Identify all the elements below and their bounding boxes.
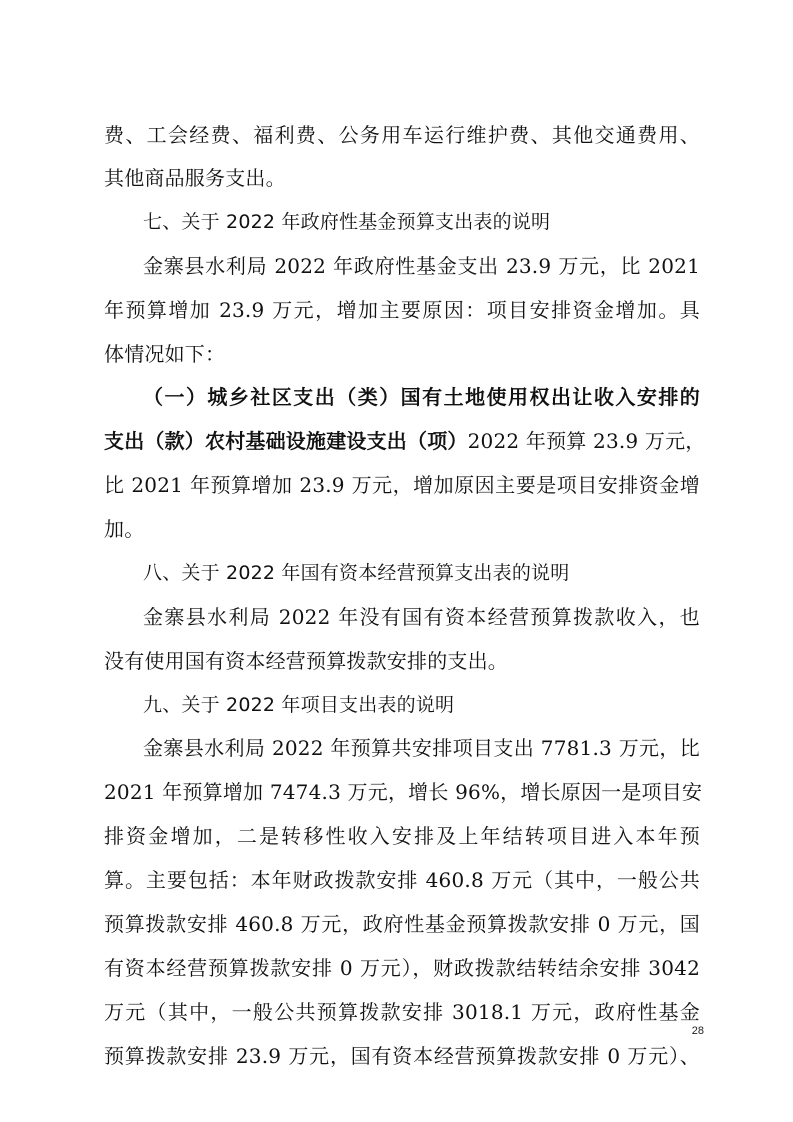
paragraph-line: 年预算增加 23.9 万元，增加主要原因：项目安排资金增加。具	[104, 298, 700, 322]
paragraph-line: 金寨县水利局 2022 年政府性基金支出 23.9 万元，比 2021	[143, 254, 700, 278]
budget-amount-text: 2022 年预算 23.9 万元，	[467, 429, 706, 453]
section-heading-9: 九、关于 2022 年项目支出表的说明	[143, 694, 455, 716]
subsection-heading-continued: 支出（款）农村基础设施建设支出（项）	[104, 429, 468, 453]
section-heading-7: 七、关于 2022 年政府性基金预算支出表的说明	[143, 211, 551, 233]
paragraph-line: 有资本经营预算拨款安排 0 万元），财政拨款结转结余安排 3042	[104, 956, 700, 980]
page-number: 28	[691, 1025, 704, 1037]
paragraph-line: 金寨县水利局 2022 年预算共安排项目支出 7781.3 万元，比	[143, 736, 700, 760]
paragraph-line: 2021 年预算增加 7474.3 万元，增长 96%，增长原因一是项目安	[104, 780, 703, 804]
paragraph-line: 预算拨款安排 460.8 万元，政府性基金预算拨款安排 0 万元，国	[104, 912, 700, 936]
paragraph-line: 排资金增加，二是转移性收入安排及上年结转项目进入本年预	[104, 824, 700, 848]
paragraph-line: 没有使用国有资本经营预算拨款安排的支出。	[104, 649, 508, 673]
paragraph-line: 加。	[104, 517, 145, 541]
paragraph-line: 体情况如下：	[104, 342, 226, 366]
paragraph-line: 万元（其中，一般公共预算拨款安排 3018.1 万元，政府性基金	[104, 1000, 700, 1024]
subsection-heading: （一）城乡社区支出（类）国有土地使用权出让收入安排的	[143, 385, 700, 409]
paragraph-line: 费、工会经费、福利费、公务用车运行维护费、其他交通费用、	[104, 123, 700, 147]
paragraph-line	[104, 428, 706, 454]
paragraph-line: 算。主要包括：本年财政拨款安排 460.8 万元（其中，一般公共	[104, 868, 700, 892]
paragraph-line: 比 2021 年预算增加 23.9 万元，增加原因主要是项目安排资金增	[104, 473, 700, 497]
paragraph-line: 其他商品服务支出。	[104, 166, 286, 190]
paragraph-line: 金寨县水利局 2022 年没有国有资本经营预算拨款收入，也	[143, 605, 700, 629]
section-heading-8: 八、关于 2022 年国有资本经营预算支出表的说明	[143, 562, 570, 584]
paragraph-line: 预算拨款安排 23.9 万元，国有资本经营预算拨款安排 0 万元）、	[104, 1044, 700, 1068]
